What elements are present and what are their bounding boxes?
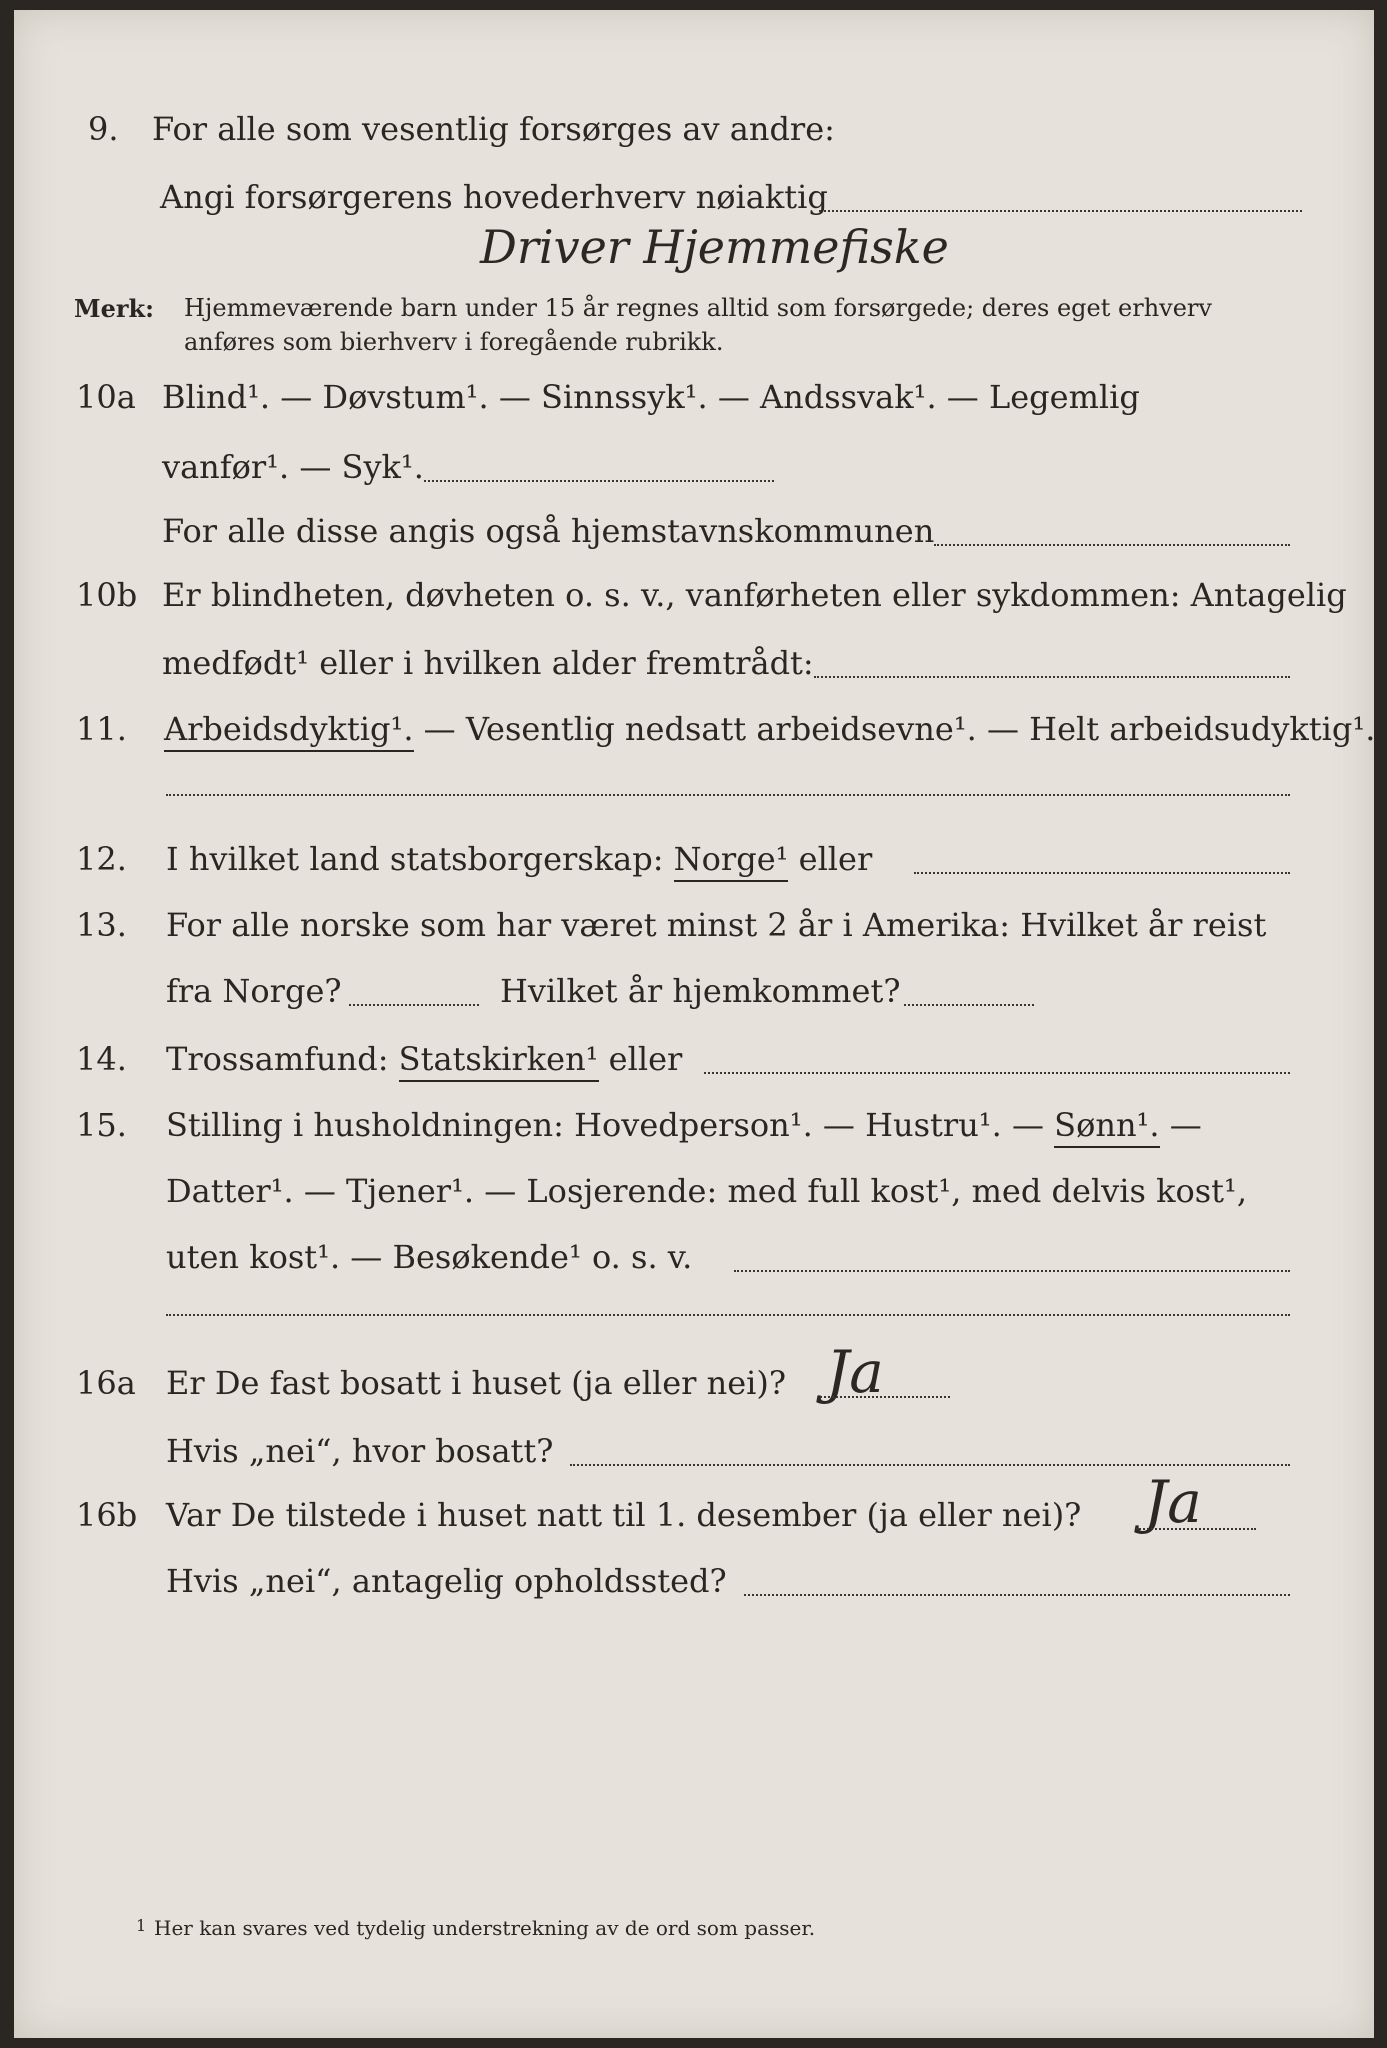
q9-instruction: Angi forsørgerens hovederhverv nøiaktig xyxy=(160,178,828,216)
q10a-line-1: Blind¹. — Døvstum¹. — Sinnssyk¹. — Andssvak¹. — Legemlig xyxy=(162,378,1140,416)
q10b-line-1: Er blindheten, døvheten o. s. v., vanførheten eller sykdommen: Antagelig xyxy=(162,576,1347,614)
q15-number: 15. xyxy=(76,1106,127,1144)
q13-line-1: For alle norske som har været minst 2 år i Amerika: Hvilket år reist xyxy=(166,906,1267,944)
q12-number: 12. xyxy=(76,840,127,878)
q10b-number: 10b xyxy=(76,576,138,614)
q14-text: Trossamfund: Statskirken¹ eller xyxy=(166,1040,682,1078)
q9-answer-line-1 xyxy=(819,210,1302,212)
merk-label: Merk: xyxy=(74,294,154,323)
q16b-handwritten-answer: Ja xyxy=(1144,1468,1202,1536)
q16a-line-1: Er De fast bosatt i huset (ja eller nei)? xyxy=(166,1364,787,1402)
merk-line-2: anføres som bierhverv i foregående rubrikk. xyxy=(184,328,724,356)
q16b-number: 16b xyxy=(76,1496,138,1534)
q11-number: 11. xyxy=(76,710,127,748)
footnote-mark: 1 xyxy=(136,1916,147,1935)
q9-answer-line-2 xyxy=(480,272,1184,274)
q15-answer-line-1 xyxy=(734,1270,1290,1272)
q16a-line-2: Hvis „nei“, hvor bosatt? xyxy=(166,1432,554,1470)
q11-answer-line xyxy=(166,794,1290,796)
q16a-bosatt-line xyxy=(570,1464,1290,1466)
q12-eller-line xyxy=(914,872,1290,874)
q9-heading: For alle som vesentlig forsørges av andre: xyxy=(152,110,835,148)
footnote xyxy=(136,1916,816,1940)
q10a-number: 10a xyxy=(76,378,136,416)
q16b-opholdssted-line xyxy=(744,1594,1290,1596)
q15-line-1: Stilling i husholdningen: Hovedperson¹. — Hustru¹. — Sønn¹. — xyxy=(166,1106,1202,1144)
q10a-line-2: vanfør¹. — Syk¹. xyxy=(162,448,424,486)
q14-eller-line xyxy=(704,1072,1290,1074)
q11-arbeidsdyktig-underlined: Arbeidsdyktig¹. xyxy=(164,710,414,752)
q16b-answer-line xyxy=(1136,1528,1256,1530)
q9-handwritten-answer: Driver Hjemmefiske xyxy=(480,220,949,274)
merk-line-1: Hjemmeværende barn under 15 år regnes alltid som forsørgede; deres eget erhverv xyxy=(184,294,1212,322)
q15-line-2: Datter¹. — Tjener¹. — Losjerende: med full kost¹, med delvis kost¹, xyxy=(166,1172,1248,1210)
q10a-line-3: For alle disse angis også hjemstavnskommunen xyxy=(162,512,935,550)
census-form-page xyxy=(14,10,1374,2038)
q13-reist-line xyxy=(349,1004,479,1006)
q15-line-3: uten kost¹. — Besøkende¹ o. s. v. xyxy=(166,1238,693,1276)
q16b-line-1: Var De tilstede i huset natt til 1. desember (ja eller nei)? xyxy=(166,1496,1082,1534)
q14-statskirken-underlined: Statskirken¹ xyxy=(399,1040,599,1082)
q10b-alder-line xyxy=(814,676,1290,678)
q15-sonn-underlined: Sønn¹. xyxy=(1054,1106,1159,1148)
q16a-handwritten-answer: Ja xyxy=(826,1338,884,1406)
q13-line-2a: fra Norge? xyxy=(166,972,342,1010)
q12-text: I hvilket land statsborgerskap: Norge¹ eller xyxy=(166,840,872,878)
q9-number: 9. xyxy=(88,110,119,148)
q11-options xyxy=(164,710,1375,748)
q10b-line-2: medfødt¹ eller i hvilken alder fremtrådt: xyxy=(162,644,814,682)
q13-number: 13. xyxy=(76,906,127,944)
q16a-number: 16a xyxy=(76,1364,136,1402)
q14-number: 14. xyxy=(76,1040,127,1078)
q15-answer-line-2 xyxy=(166,1314,1290,1316)
q11-rest: — Vesentlig nedsatt arbeidsevne¹. — Helt arbeidsudyktig¹. xyxy=(413,710,1376,748)
q13-line-2b: Hvilket år hjemkommet? xyxy=(500,972,901,1010)
q16b-line-2: Hvis „nei“, antagelig opholdssted? xyxy=(166,1562,727,1600)
q12-norge-underlined: Norge¹ xyxy=(674,840,789,882)
q10a-hjemstavn-line xyxy=(934,544,1290,546)
q16a-answer-line xyxy=(820,1396,950,1398)
q13-hjemkommet-line xyxy=(904,1004,1034,1006)
footnote-text: Her kan svares ved tydelig understrekning av de ord som passer. xyxy=(154,1916,816,1940)
q10a-syk-line xyxy=(424,480,774,482)
